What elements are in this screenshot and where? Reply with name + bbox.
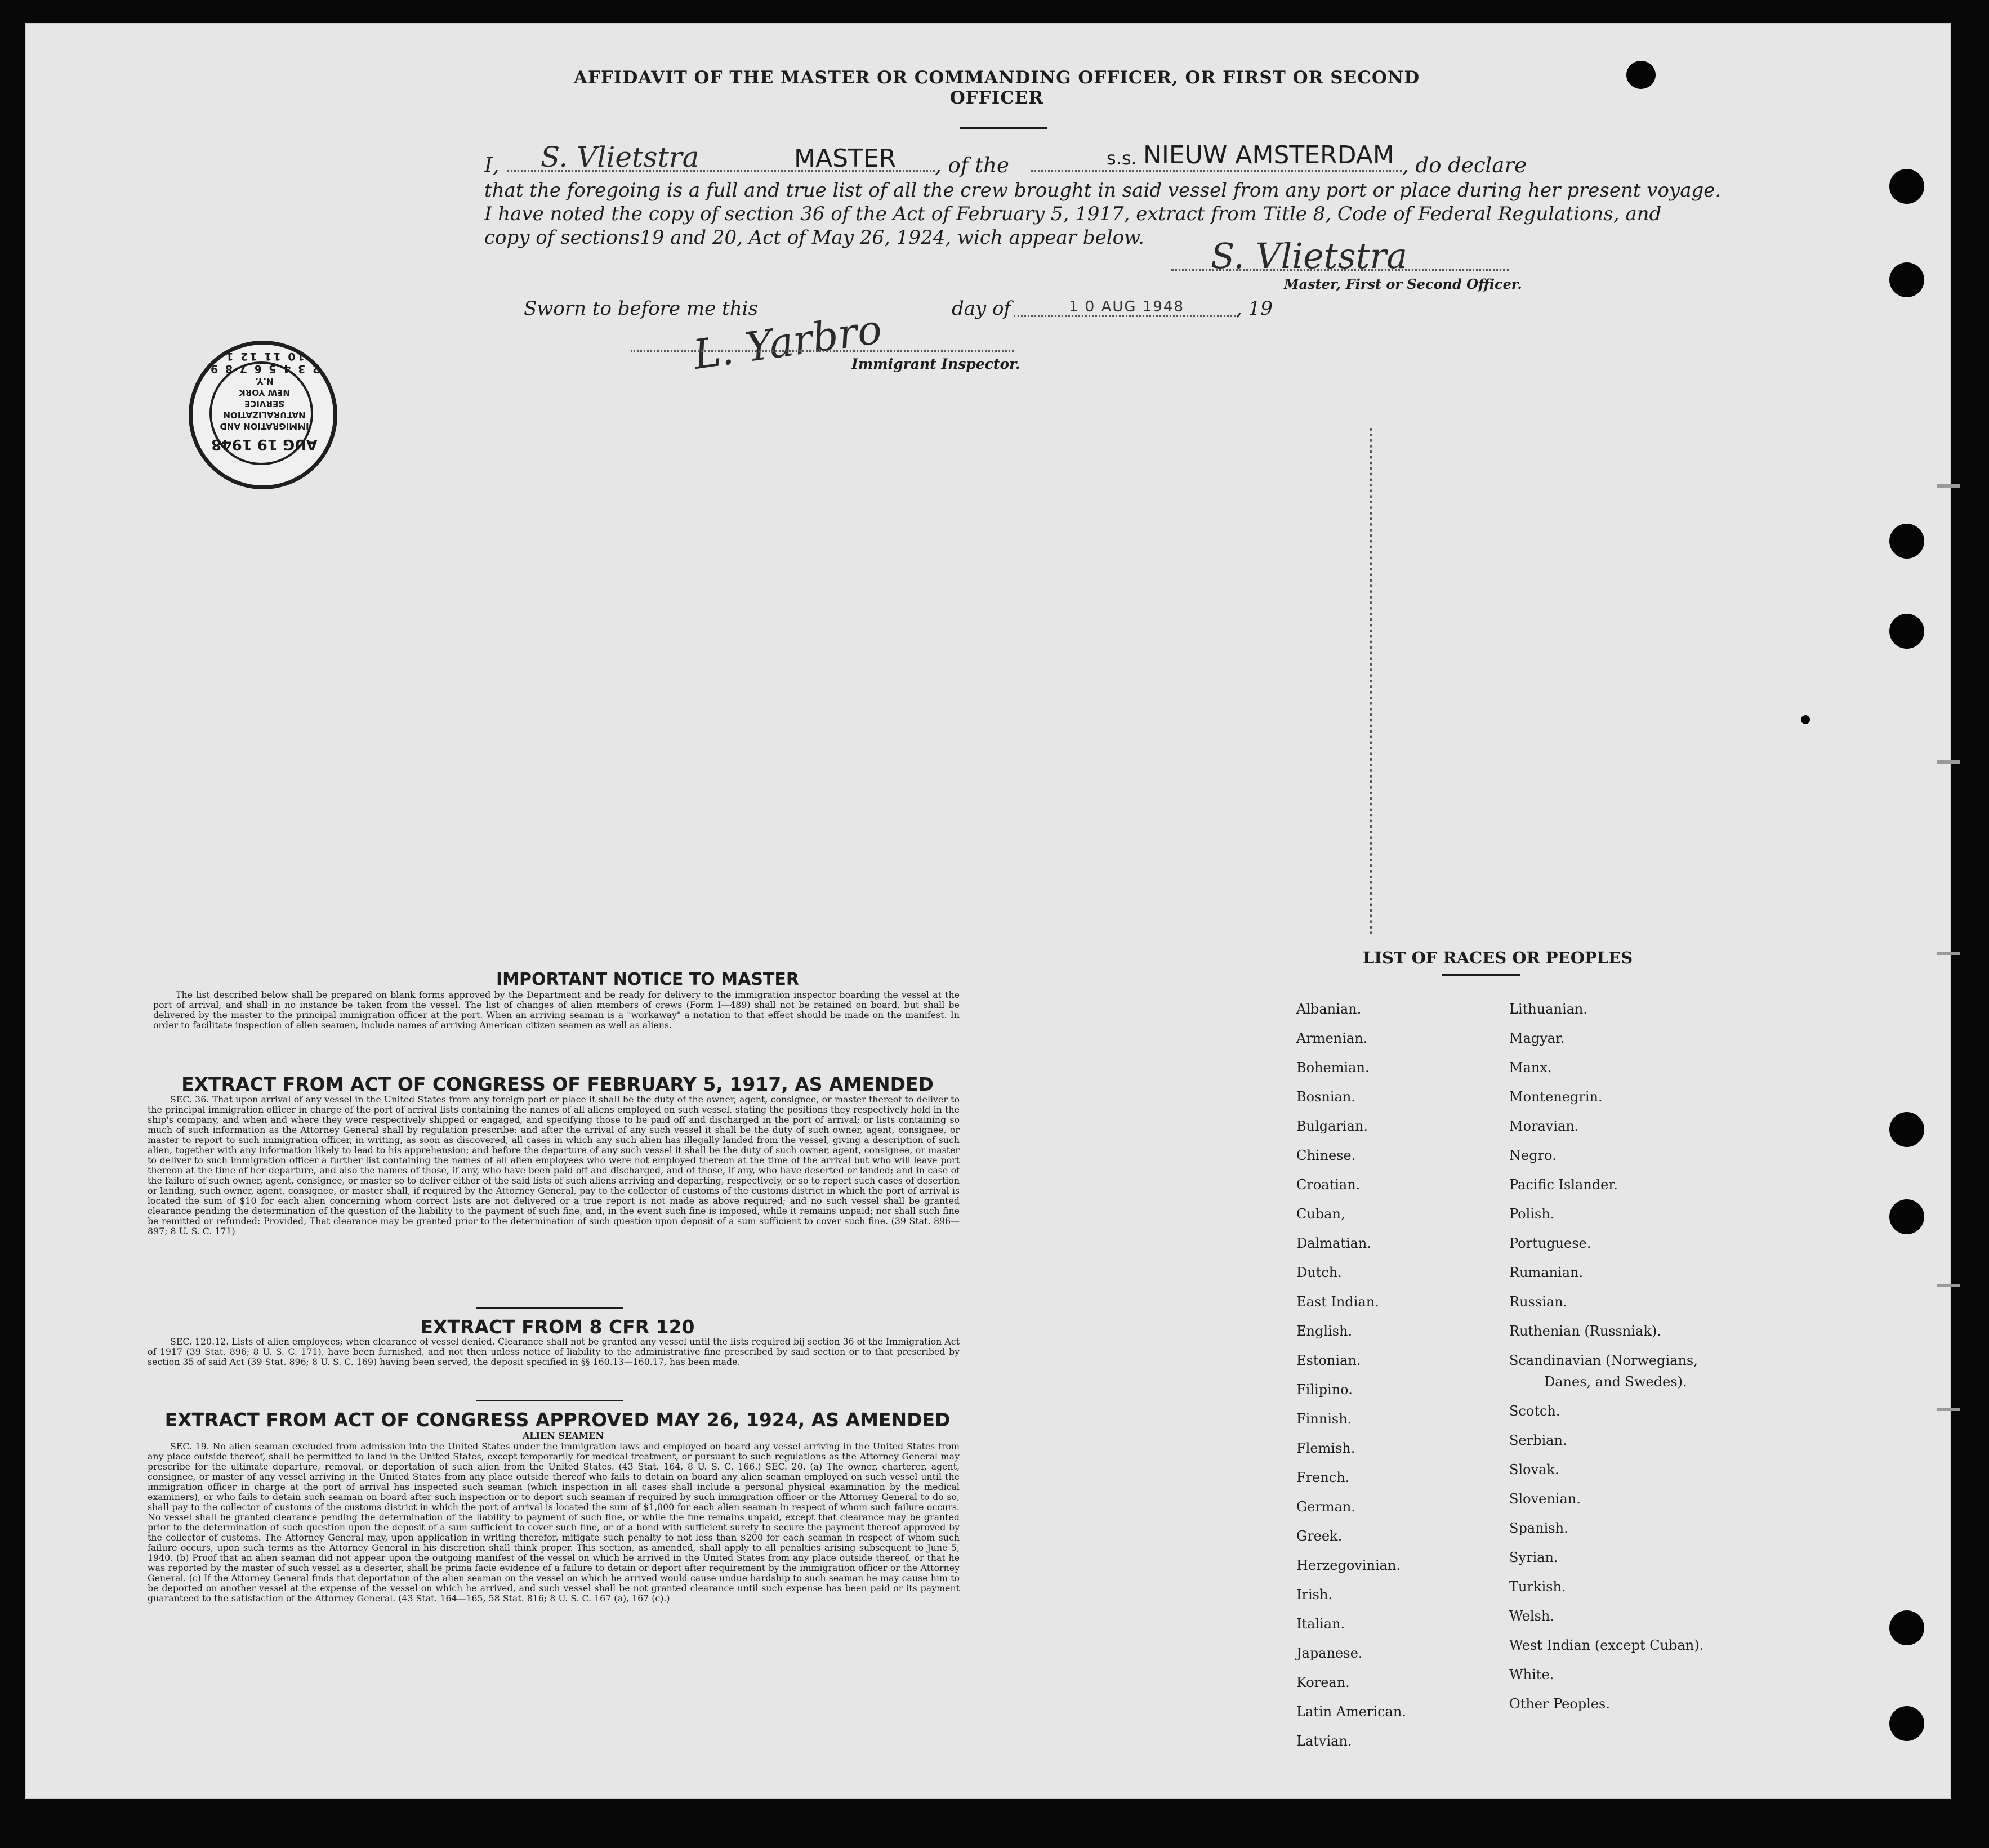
- affidavit-line-3: I have noted the copy of section 36 of the Act of February 5, 1917, extract from Title 8, Code of Federal Regulations, and: [484, 203, 1662, 225]
- day-label: day of: [952, 297, 1011, 320]
- master-signature-line: [1171, 269, 1509, 271]
- race-item: Bulgarian.: [1296, 1118, 1368, 1134]
- race-item: Korean.: [1296, 1675, 1350, 1690]
- signer-name: S. Vlietstra: [541, 141, 699, 173]
- race-item: Serbian.: [1509, 1432, 1567, 1448]
- race-item: West Indian (except Cuban).: [1509, 1637, 1704, 1653]
- race-item: Scandinavian (Norwegians,: [1509, 1352, 1698, 1368]
- races-title: LIST OF RACES OR PEOPLES: [1363, 948, 1633, 967]
- inspector-caption: Immigrant Inspector.: [851, 356, 1020, 372]
- margin-mark: [1937, 484, 1960, 488]
- immigration-stamp: [189, 341, 337, 489]
- extract-1924-text: SEC. 19. No alien seaman excluded from admission into the United States under the immigration laws and employed on board any vessel arriving in the United States from any place outside thereof, shall be permitted to land in the United States, except temporarily for medical treatment, or pursuant to such regulations as the Attorney General may prescribe for the ultimate departure, removal, or deportation of such alien from the United States. (43 Stat. 164, 8 U. S. C. 166.) SEC. 20. (a) The owner, charterer, agent, consignee, or master of any vessel arriving in the United States from any place outside thereof who fails to detain on board any alien seaman employed on such vessel until the immigration officer in charge at the port of arrival has inspected such seaman (which inspection in all cases shall include a personal physical examination by the medical examiners), or who fails to detain such seaman on board after such inspection or to deport such seaman if required by such immigration officer or the Attorney General to do so, shall pay to the collector of customs of the customs district in which the port of arrival is located the sum of $1,000 for each alien seaman in respect of whom such failure occurs. No vessel shall be granted clearance pending the determination of the liability to payment of such fine, or while the fine remains unpaid, except that clearance may be granted prior to the determination of such question upon the deposit of a sum sufficient to cover such fine, or of a bond with sufficient surety to secure the payment thereof approved by the collector of customs. The Attorney General may, upon application in writing therefor, mitigate such penalty to not less than $200 for each seaman in respect of whom such failure occurs, upon such terms as the Attorney General in his discretion shall think proper. This section, as amended, shall apply to all penalties arising subsequent to June 5, 1940. (b) Proof that an alien seaman did not appear upon the outgoing manifest of the vessel on which he arrived in the United States from any place outside thereof, or that he was reported by the master of such vessel as a deserter, shall be prima facie evidence of a failure to detain or deport after requirement by the immigration officer or the Attorney General. (c) If the Attorney General finds that deportation of the alien seaman on the vessel on which he arrived would cause undue hardship to such seaman he may cause him to be deported on another vessel at the expense of the vessel on which he arrived, and such vessel shall be not granted clearance until such expense has been paid or its payment guaranteed to the satisfaction of the Attorney General. (43 Stat. 164—165, 58 Stat. 816; 8 U. S. C. 167 (a), 167 (c).): [148, 1441, 960, 1604]
- vessel-line: [1031, 170, 1402, 172]
- margin-mark: [1937, 760, 1960, 764]
- race-item: Slovak.: [1509, 1462, 1559, 1477]
- ss-prefix: s.s.: [1107, 148, 1137, 169]
- race-item: Ruthenian (Russniak).: [1509, 1323, 1661, 1339]
- dot-column: [1370, 428, 1375, 935]
- race-item: Manx.: [1509, 1060, 1552, 1075]
- race-item: Irish.: [1296, 1587, 1333, 1603]
- race-item: Filipino.: [1296, 1382, 1353, 1398]
- date-line: [1014, 315, 1239, 317]
- stamp-line-3: NATURALIZATION: [223, 410, 306, 420]
- sworn-label: Sworn to before me this: [524, 297, 758, 320]
- races-rule: [1442, 974, 1520, 976]
- stamp-line-2: IMMIGRATION AND: [220, 421, 309, 431]
- race-item: Bosnian.: [1296, 1089, 1355, 1105]
- race-item: Japanese.: [1296, 1645, 1363, 1661]
- stamp-numbers: 2 3 4 5 6 7 8 9 10 11 12 1: [208, 350, 320, 375]
- race-item: Spanish.: [1509, 1520, 1568, 1536]
- extract-1917-title: EXTRACT FROM ACT OF CONGRESS OF FEBRUARY 5, 1917, AS AMENDED: [181, 1073, 934, 1095]
- rank-field: MASTER: [794, 144, 897, 173]
- punch-hole: [1889, 262, 1924, 297]
- race-item: Rumanian.: [1509, 1265, 1584, 1280]
- punch-hole: [1889, 1610, 1924, 1645]
- race-item: Albanian.: [1296, 1001, 1362, 1017]
- race-item: Italian.: [1296, 1616, 1345, 1632]
- affidavit-line-2: that the foregoing is a full and true list of all the crew brought in said vessel from any port or place during her present voyage.: [484, 179, 1722, 202]
- race-item: East Indian.: [1296, 1294, 1379, 1310]
- race-item: Danes, and Swedes).: [1544, 1374, 1687, 1390]
- race-item: Russian.: [1509, 1294, 1568, 1310]
- race-item: White.: [1509, 1667, 1554, 1682]
- race-item: French.: [1296, 1470, 1350, 1485]
- extract-1924-subtitle: ALIEN SEAMEN: [522, 1430, 604, 1441]
- vessel-name: NIEUW AMSTERDAM: [1143, 141, 1394, 169]
- inspector-line: [631, 350, 1014, 352]
- race-item: Dalmatian.: [1296, 1235, 1372, 1251]
- race-item: Lithuanian.: [1509, 1001, 1588, 1017]
- punch-hole: [1889, 1706, 1924, 1741]
- race-item: Syrian.: [1509, 1550, 1558, 1565]
- of-the-label: , of the: [935, 153, 1009, 177]
- punch-hole: [1889, 614, 1924, 649]
- race-item: Armenian.: [1296, 1030, 1368, 1046]
- i-label: I,: [484, 153, 500, 177]
- race-item: Latin American.: [1296, 1704, 1406, 1720]
- stamp-line-6: N.Y.: [255, 376, 274, 386]
- affidavit-title: AFFIDAVIT OF THE MASTER OR COMMANDING OFFICER, OR FIRST OR SECOND OFFICER: [573, 68, 1420, 108]
- race-item: Flemish.: [1296, 1440, 1355, 1456]
- race-item: Welsh.: [1509, 1608, 1554, 1624]
- extract-8cfr-text: SEC. 120.12. Lists of alien employees; when clearance of vessel denied. Clearance shall not be granted any vessel until the lists required bij section 36 of the Immigration Act of 1917 (39 Stat. 896; 8 U. S. C. 171), have been furnished, and not then unless notice of liability to the administrative fine prescribed by said section or to that prescribed by section 35 of said Act (39 Stat. 896; 8 U. S. C. 169) having been served, the deposit specified in §§ 160.13—160.17, has been made.: [148, 1336, 960, 1367]
- race-item: German.: [1296, 1499, 1355, 1515]
- stamp-line-5: NEW YORK: [239, 387, 290, 398]
- sworn-date: 1 0 AUG 1948: [1069, 298, 1185, 315]
- inspector-signature: L. Yarbro: [690, 305, 885, 379]
- affidavit-line-4: copy of sections19 and 20, Act of May 26, 1924, wich appear below.: [484, 226, 1144, 249]
- punch-hole: [1889, 524, 1924, 559]
- punch-hole: [1889, 1199, 1924, 1234]
- race-item: Bohemian.: [1296, 1060, 1370, 1075]
- extract-1917-text: SEC. 36. That upon arrival of any vessel in the United States from any foreign port or place it shall be the duty of the owner, agent, consignee, or master thereof to deliver to the principal immigration officer in charge of the port of arrival lists containing the names of all aliens employed on such vessel, stating the positions they respectively hold in the ship's company, and when and where they were respectively shipped or engaged, and specifying those to be paid off and discharged in the port of arrival; or lists containing so much of such information as the Attorney General shall by regulation prescribe; and after the arrival of any such vessel it shall be the duty of such owner, agent, consignee, or master to report to such immigration officer, in writing, as soon as discovered, all cases in which any such alien has illegally landed from the vessel, giving a description of such alien, together with any information likely to lead to his apprehension; and before the departure of any such vessel it shall be the duty of such owner, agent, consignee, or master to deliver to such immigration officer a further list containing the names of all alien employees who were not employed thereon at the time of the arrival but who will leave port thereon at the time of her departure, and also the names of those, if any, who have been paid off and discharged, and of those, if any, who have deserted or landed; and in case of the failure of such owner, agent, consignee, or master so to deliver either of the said lists of such aliens arriving and departing, respectively, or so to report such cases of desertion or landing, such owner, agent, consignee, or master shall, if required by the Attorney General, pay to the collector of customs of the customs district in which the port of arrival is located the sum of $10 for each alien concerning whom correct lists are not delivered or a true report is not made as above required; and no such vessel shall be granted clearance pending the determination of the question of the liability to the payment of such fine, and, in the event such fine is imposed, while it remains unpaid; nor shall such fine be remitted or refunded: Provided, That clearance may be granted prior to the determination of such question upon deposit of a sum sufficient to cover such fine. (39 Stat. 896—897; 8 U. S. C. 171): [148, 1094, 960, 1237]
- punch-hole: [1889, 169, 1924, 204]
- punch-hole: [1801, 715, 1810, 724]
- race-item: Turkish.: [1509, 1579, 1566, 1595]
- race-item: Portuguese.: [1509, 1235, 1591, 1251]
- extract-1924-title: EXTRACT FROM ACT OF CONGRESS APPROVED MAY 26, 1924, AS AMENDED: [164, 1409, 951, 1431]
- master-signature: S. Vlietstra: [1211, 235, 1408, 276]
- race-item: Moravian.: [1509, 1118, 1579, 1134]
- race-item: Other Peoples.: [1509, 1696, 1610, 1712]
- section-rule: [476, 1307, 623, 1309]
- race-item: Pacific Islander.: [1509, 1177, 1618, 1193]
- notice-text: The list described below shall be prepared on blank forms approved by the Department and be ready for delivery to the immigration inspector boarding the vessel at the port of arrival, and shall in no instance be taken from the vessel. The list of changes of alien members of crews (Form I—489) shall not be retained on board, but shall be delivered by the master to the principal immigration officer at the port. When an arriving seaman is a "workaway" a notation to that effect should be made on the manifest. In order to facilitate inspection of alien seamen, include names of arriving American citizen seamen as well as aliens.: [153, 989, 960, 1030]
- margin-mark: [1937, 952, 1960, 955]
- extract-8cfr-title: EXTRACT FROM 8 CFR 120: [420, 1316, 695, 1338]
- master-caption: Master, First or Second Officer.: [1284, 276, 1522, 292]
- race-item: Herzegovinian.: [1296, 1557, 1401, 1573]
- punch-hole: [1626, 61, 1656, 89]
- section-rule: [476, 1400, 623, 1401]
- race-item: Greek.: [1296, 1528, 1343, 1544]
- margin-mark: [1937, 1408, 1960, 1411]
- race-item: Estonian.: [1296, 1352, 1361, 1368]
- title-rule: [960, 127, 1047, 129]
- race-item: Montenegrin.: [1509, 1089, 1603, 1105]
- race-item: Polish.: [1509, 1206, 1555, 1222]
- race-item: Finnish.: [1296, 1411, 1352, 1427]
- stamp-line-4: SERVICE: [244, 399, 285, 409]
- declare-label: , do declare: [1402, 153, 1527, 177]
- race-item: Dutch.: [1296, 1265, 1342, 1280]
- race-item: Negro.: [1509, 1148, 1557, 1163]
- race-item: Cuban,: [1296, 1206, 1345, 1222]
- punch-hole: [1889, 1112, 1924, 1147]
- notice-title: IMPORTANT NOTICE TO MASTER: [496, 970, 799, 989]
- race-item: English.: [1296, 1323, 1353, 1339]
- year-label: , 19: [1236, 297, 1273, 320]
- race-item: Magyar.: [1509, 1030, 1565, 1046]
- stamp-line-1: AUG 19 1948: [211, 436, 318, 453]
- race-item: Chinese.: [1296, 1148, 1356, 1163]
- race-item: Slovenian.: [1509, 1491, 1581, 1507]
- race-item: Scotch.: [1509, 1403, 1560, 1419]
- margin-mark: [1937, 1284, 1960, 1287]
- race-item: Croatian.: [1296, 1177, 1361, 1193]
- race-item: Latvian.: [1296, 1733, 1352, 1749]
